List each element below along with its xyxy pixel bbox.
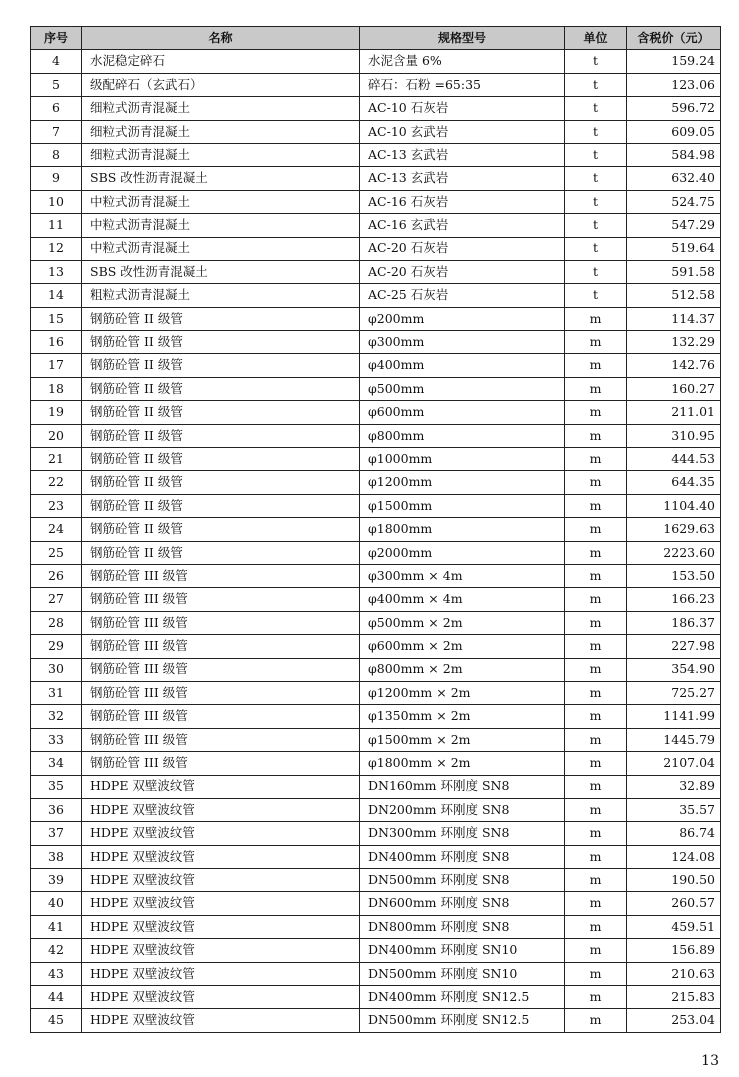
cell-spec: φ1500mm × 2m: [360, 728, 565, 751]
cell-price: 609.05: [627, 120, 721, 143]
cell-seq: 41: [31, 915, 82, 938]
cell-spec: DN600mm 环刚度 SN8: [360, 892, 565, 915]
cell-price: 35.57: [627, 798, 721, 821]
table-row: [31, 401, 721, 424]
cell-spec: DN200mm 环刚度 SN8: [360, 798, 565, 821]
cell-seq: 43: [31, 962, 82, 985]
header-unit: 单位: [565, 27, 627, 50]
cell-price: 124.08: [627, 845, 721, 868]
cell-spec: DN800mm 环刚度 SN8: [360, 915, 565, 938]
cell-name: HDPE 双壁波纹管: [82, 845, 360, 868]
table-body: [31, 50, 721, 1032]
table-row: [31, 143, 721, 166]
table-row: [31, 471, 721, 494]
cell-unit: m: [565, 752, 627, 775]
cell-seq: 32: [31, 705, 82, 728]
page-number: 13: [701, 1053, 719, 1069]
cell-seq: 42: [31, 939, 82, 962]
cell-spec: DN300mm 环刚度 SN8: [360, 822, 565, 845]
cell-name: 钢筋砼管 II 级管: [82, 541, 360, 564]
cell-price: 632.40: [627, 167, 721, 190]
cell-price: 547.29: [627, 214, 721, 237]
cell-seq: 12: [31, 237, 82, 260]
table-row: [31, 190, 721, 213]
cell-unit: m: [565, 775, 627, 798]
cell-spec: DN160mm 环刚度 SN8: [360, 775, 565, 798]
cell-unit: m: [565, 611, 627, 634]
cell-spec: 碎石：石粉 =65:35: [360, 73, 565, 96]
table-row: [31, 705, 721, 728]
cell-spec: DN500mm 环刚度 SN12.5: [360, 1009, 565, 1032]
cell-seq: 6: [31, 97, 82, 120]
table-row: [31, 915, 721, 938]
table-row: [31, 775, 721, 798]
cell-unit: m: [565, 518, 627, 541]
cell-unit: t: [565, 143, 627, 166]
table-row: [31, 541, 721, 564]
cell-price: 132.29: [627, 331, 721, 354]
cell-price: 186.37: [627, 611, 721, 634]
cell-unit: m: [565, 377, 627, 400]
cell-name: 钢筋砼管 II 级管: [82, 471, 360, 494]
cell-unit: m: [565, 448, 627, 471]
cell-unit: m: [565, 798, 627, 821]
cell-name: 钢筋砼管 III 级管: [82, 681, 360, 704]
cell-unit: m: [565, 845, 627, 868]
cell-seq: 24: [31, 518, 82, 541]
header-seq: 序号: [31, 27, 82, 50]
cell-name: 钢筋砼管 II 级管: [82, 494, 360, 517]
cell-name: 钢筋砼管 III 级管: [82, 752, 360, 775]
cell-unit: t: [565, 284, 627, 307]
cell-seq: 37: [31, 822, 82, 845]
table-row: [31, 260, 721, 283]
cell-unit: m: [565, 681, 627, 704]
cell-spec: φ800mm: [360, 424, 565, 447]
cell-price: 725.27: [627, 681, 721, 704]
cell-name: HDPE 双壁波纹管: [82, 915, 360, 938]
table-row: [31, 681, 721, 704]
table-row: [31, 377, 721, 400]
cell-price: 1629.63: [627, 518, 721, 541]
table-row: [31, 962, 721, 985]
cell-price: 166.23: [627, 588, 721, 611]
cell-unit: m: [565, 915, 627, 938]
cell-spec: AC-10 石灰岩: [360, 97, 565, 120]
cell-unit: m: [565, 331, 627, 354]
cell-seq: 8: [31, 143, 82, 166]
cell-seq: 33: [31, 728, 82, 751]
cell-spec: φ500mm × 2m: [360, 611, 565, 634]
cell-price: 260.57: [627, 892, 721, 915]
cell-price: 2107.04: [627, 752, 721, 775]
cell-seq: 23: [31, 494, 82, 517]
table-row: [31, 892, 721, 915]
cell-price: 32.89: [627, 775, 721, 798]
cell-spec: φ1800mm × 2m: [360, 752, 565, 775]
table-row: [31, 728, 721, 751]
cell-name: 细粒式沥青混凝土: [82, 97, 360, 120]
cell-price: 519.64: [627, 237, 721, 260]
cell-spec: 水泥含量 6%: [360, 50, 565, 73]
cell-unit: m: [565, 401, 627, 424]
cell-unit: m: [565, 728, 627, 751]
table-row: [31, 214, 721, 237]
cell-price: 584.98: [627, 143, 721, 166]
cell-name: 钢筋砼管 II 级管: [82, 401, 360, 424]
cell-spec: DN500mm 环刚度 SN8: [360, 869, 565, 892]
cell-seq: 35: [31, 775, 82, 798]
table-row: [31, 869, 721, 892]
cell-spec: φ200mm: [360, 307, 565, 330]
cell-price: 2223.60: [627, 541, 721, 564]
cell-price: 86.74: [627, 822, 721, 845]
price-table-container: [30, 26, 720, 1033]
cell-seq: 19: [31, 401, 82, 424]
cell-seq: 7: [31, 120, 82, 143]
cell-spec: DN400mm 环刚度 SN12.5: [360, 986, 565, 1009]
cell-seq: 39: [31, 869, 82, 892]
header-spec: 规格型号: [360, 27, 565, 50]
cell-spec: AC-16 玄武岩: [360, 214, 565, 237]
cell-name: 中粒式沥青混凝土: [82, 190, 360, 213]
cell-spec: φ2000mm: [360, 541, 565, 564]
cell-price: 1445.79: [627, 728, 721, 751]
cell-price: 591.58: [627, 260, 721, 283]
table-row: [31, 284, 721, 307]
cell-seq: 27: [31, 588, 82, 611]
cell-seq: 11: [31, 214, 82, 237]
cell-name: 钢筋砼管 III 级管: [82, 588, 360, 611]
cell-name: 钢筋砼管 III 级管: [82, 611, 360, 634]
cell-price: 253.04: [627, 1009, 721, 1032]
cell-spec: φ1000mm: [360, 448, 565, 471]
cell-spec: AC-13 玄武岩: [360, 167, 565, 190]
cell-unit: m: [565, 962, 627, 985]
cell-seq: 9: [31, 167, 82, 190]
cell-spec: φ400mm: [360, 354, 565, 377]
cell-price: 211.01: [627, 401, 721, 424]
cell-seq: 5: [31, 73, 82, 96]
table-row: [31, 939, 721, 962]
table-row: [31, 798, 721, 821]
cell-spec: φ300mm: [360, 331, 565, 354]
cell-name: 水泥稳定碎石: [82, 50, 360, 73]
cell-name: 钢筋砼管 III 级管: [82, 658, 360, 681]
cell-spec: DN400mm 环刚度 SN10: [360, 939, 565, 962]
cell-spec: φ800mm × 2m: [360, 658, 565, 681]
cell-name: 级配碎石（玄武石）: [82, 73, 360, 96]
cell-price: 444.53: [627, 448, 721, 471]
cell-seq: 14: [31, 284, 82, 307]
table-row: [31, 424, 721, 447]
cell-seq: 21: [31, 448, 82, 471]
cell-name: SBS 改性沥青混凝土: [82, 260, 360, 283]
price-table: [30, 26, 721, 1033]
table-row: [31, 494, 721, 517]
cell-name: 钢筋砼管 II 级管: [82, 448, 360, 471]
table-row: [31, 658, 721, 681]
cell-price: 524.75: [627, 190, 721, 213]
cell-seq: 26: [31, 564, 82, 587]
table-row: [31, 1009, 721, 1032]
cell-price: 123.06: [627, 73, 721, 96]
cell-price: 227.98: [627, 635, 721, 658]
table-row: [31, 73, 721, 96]
cell-name: 钢筋砼管 III 级管: [82, 728, 360, 751]
cell-unit: m: [565, 986, 627, 1009]
table-row: [31, 635, 721, 658]
table-row: [31, 518, 721, 541]
cell-spec: φ1200mm × 2m: [360, 681, 565, 704]
cell-spec: AC-25 石灰岩: [360, 284, 565, 307]
table-row: [31, 120, 721, 143]
cell-name: 粗粒式沥青混凝土: [82, 284, 360, 307]
cell-unit: m: [565, 307, 627, 330]
cell-name: SBS 改性沥青混凝土: [82, 167, 360, 190]
table-row: [31, 752, 721, 775]
cell-unit: m: [565, 705, 627, 728]
cell-price: 644.35: [627, 471, 721, 494]
cell-unit: t: [565, 237, 627, 260]
cell-spec: φ600mm: [360, 401, 565, 424]
table-row: [31, 611, 721, 634]
cell-name: HDPE 双壁波纹管: [82, 1009, 360, 1032]
cell-seq: 13: [31, 260, 82, 283]
cell-price: 459.51: [627, 915, 721, 938]
cell-unit: m: [565, 424, 627, 447]
cell-seq: 38: [31, 845, 82, 868]
cell-unit: t: [565, 214, 627, 237]
cell-name: 钢筋砼管 II 级管: [82, 377, 360, 400]
cell-spec: φ1350mm × 2m: [360, 705, 565, 728]
cell-seq: 31: [31, 681, 82, 704]
cell-seq: 34: [31, 752, 82, 775]
cell-seq: 15: [31, 307, 82, 330]
cell-price: 210.63: [627, 962, 721, 985]
table-row: [31, 845, 721, 868]
cell-unit: m: [565, 658, 627, 681]
cell-name: 中粒式沥青混凝土: [82, 214, 360, 237]
table-row: [31, 97, 721, 120]
cell-price: 160.27: [627, 377, 721, 400]
cell-seq: 4: [31, 50, 82, 73]
cell-name: 中粒式沥青混凝土: [82, 237, 360, 260]
cell-name: 细粒式沥青混凝土: [82, 143, 360, 166]
cell-name: 钢筋砼管 III 级管: [82, 564, 360, 587]
cell-seq: 17: [31, 354, 82, 377]
table-row: [31, 564, 721, 587]
header-row: [31, 27, 721, 50]
cell-spec: φ1500mm: [360, 494, 565, 517]
cell-unit: t: [565, 260, 627, 283]
cell-name: 钢筋砼管 II 级管: [82, 307, 360, 330]
cell-seq: 10: [31, 190, 82, 213]
cell-unit: m: [565, 541, 627, 564]
cell-price: 156.89: [627, 939, 721, 962]
cell-unit: m: [565, 869, 627, 892]
cell-spec: AC-20 石灰岩: [360, 237, 565, 260]
cell-unit: m: [565, 892, 627, 915]
table-header: [31, 27, 721, 50]
cell-seq: 22: [31, 471, 82, 494]
cell-seq: 20: [31, 424, 82, 447]
table-row: [31, 822, 721, 845]
cell-price: 153.50: [627, 564, 721, 587]
cell-name: HDPE 双壁波纹管: [82, 869, 360, 892]
cell-seq: 18: [31, 377, 82, 400]
cell-name: 钢筋砼管 II 级管: [82, 331, 360, 354]
cell-name: 细粒式沥青混凝土: [82, 120, 360, 143]
cell-spec: φ1200mm: [360, 471, 565, 494]
cell-unit: m: [565, 939, 627, 962]
cell-unit: m: [565, 822, 627, 845]
cell-seq: 40: [31, 892, 82, 915]
cell-unit: m: [565, 471, 627, 494]
cell-name: 钢筋砼管 III 级管: [82, 705, 360, 728]
cell-unit: t: [565, 120, 627, 143]
cell-price: 1141.99: [627, 705, 721, 728]
table-row: [31, 986, 721, 1009]
cell-name: HDPE 双壁波纹管: [82, 798, 360, 821]
cell-price: 190.50: [627, 869, 721, 892]
cell-unit: m: [565, 635, 627, 658]
cell-name: HDPE 双壁波纹管: [82, 939, 360, 962]
cell-name: HDPE 双壁波纹管: [82, 822, 360, 845]
cell-seq: 25: [31, 541, 82, 564]
table-row: [31, 307, 721, 330]
cell-unit: m: [565, 1009, 627, 1032]
cell-unit: m: [565, 564, 627, 587]
cell-spec: φ600mm × 2m: [360, 635, 565, 658]
cell-unit: m: [565, 588, 627, 611]
cell-price: 596.72: [627, 97, 721, 120]
table-row: [31, 237, 721, 260]
cell-price: 310.95: [627, 424, 721, 447]
cell-name: 钢筋砼管 II 级管: [82, 518, 360, 541]
table-row: [31, 448, 721, 471]
cell-name: 钢筋砼管 II 级管: [82, 354, 360, 377]
cell-unit: t: [565, 50, 627, 73]
cell-unit: m: [565, 494, 627, 517]
cell-name: HDPE 双壁波纹管: [82, 986, 360, 1009]
cell-spec: DN400mm 环刚度 SN8: [360, 845, 565, 868]
cell-spec: AC-10 玄武岩: [360, 120, 565, 143]
table-row: [31, 167, 721, 190]
table-row: [31, 50, 721, 73]
cell-spec: AC-20 石灰岩: [360, 260, 565, 283]
cell-name: HDPE 双壁波纹管: [82, 962, 360, 985]
cell-seq: 29: [31, 635, 82, 658]
cell-name: HDPE 双壁波纹管: [82, 892, 360, 915]
cell-price: 159.24: [627, 50, 721, 73]
cell-price: 215.83: [627, 986, 721, 1009]
cell-price: 142.76: [627, 354, 721, 377]
cell-spec: DN500mm 环刚度 SN10: [360, 962, 565, 985]
cell-spec: φ500mm: [360, 377, 565, 400]
cell-seq: 30: [31, 658, 82, 681]
cell-price: 354.90: [627, 658, 721, 681]
cell-unit: m: [565, 354, 627, 377]
cell-name: 钢筋砼管 III 级管: [82, 635, 360, 658]
cell-price: 1104.40: [627, 494, 721, 517]
cell-seq: 44: [31, 986, 82, 1009]
cell-unit: t: [565, 190, 627, 213]
header-price: 含税价（元）: [627, 27, 721, 50]
cell-spec: φ1800mm: [360, 518, 565, 541]
cell-spec: φ300mm × 4m: [360, 564, 565, 587]
cell-spec: φ400mm × 4m: [360, 588, 565, 611]
cell-spec: AC-16 石灰岩: [360, 190, 565, 213]
cell-price: 114.37: [627, 307, 721, 330]
header-name: 名称: [82, 27, 360, 50]
cell-unit: t: [565, 97, 627, 120]
cell-spec: AC-13 玄武岩: [360, 143, 565, 166]
cell-seq: 36: [31, 798, 82, 821]
cell-unit: t: [565, 167, 627, 190]
table-row: [31, 331, 721, 354]
cell-name: HDPE 双壁波纹管: [82, 775, 360, 798]
cell-seq: 45: [31, 1009, 82, 1032]
cell-seq: 28: [31, 611, 82, 634]
table-row: [31, 354, 721, 377]
cell-name: 钢筋砼管 II 级管: [82, 424, 360, 447]
table-row: [31, 588, 721, 611]
cell-unit: t: [565, 73, 627, 96]
cell-price: 512.58: [627, 284, 721, 307]
cell-seq: 16: [31, 331, 82, 354]
